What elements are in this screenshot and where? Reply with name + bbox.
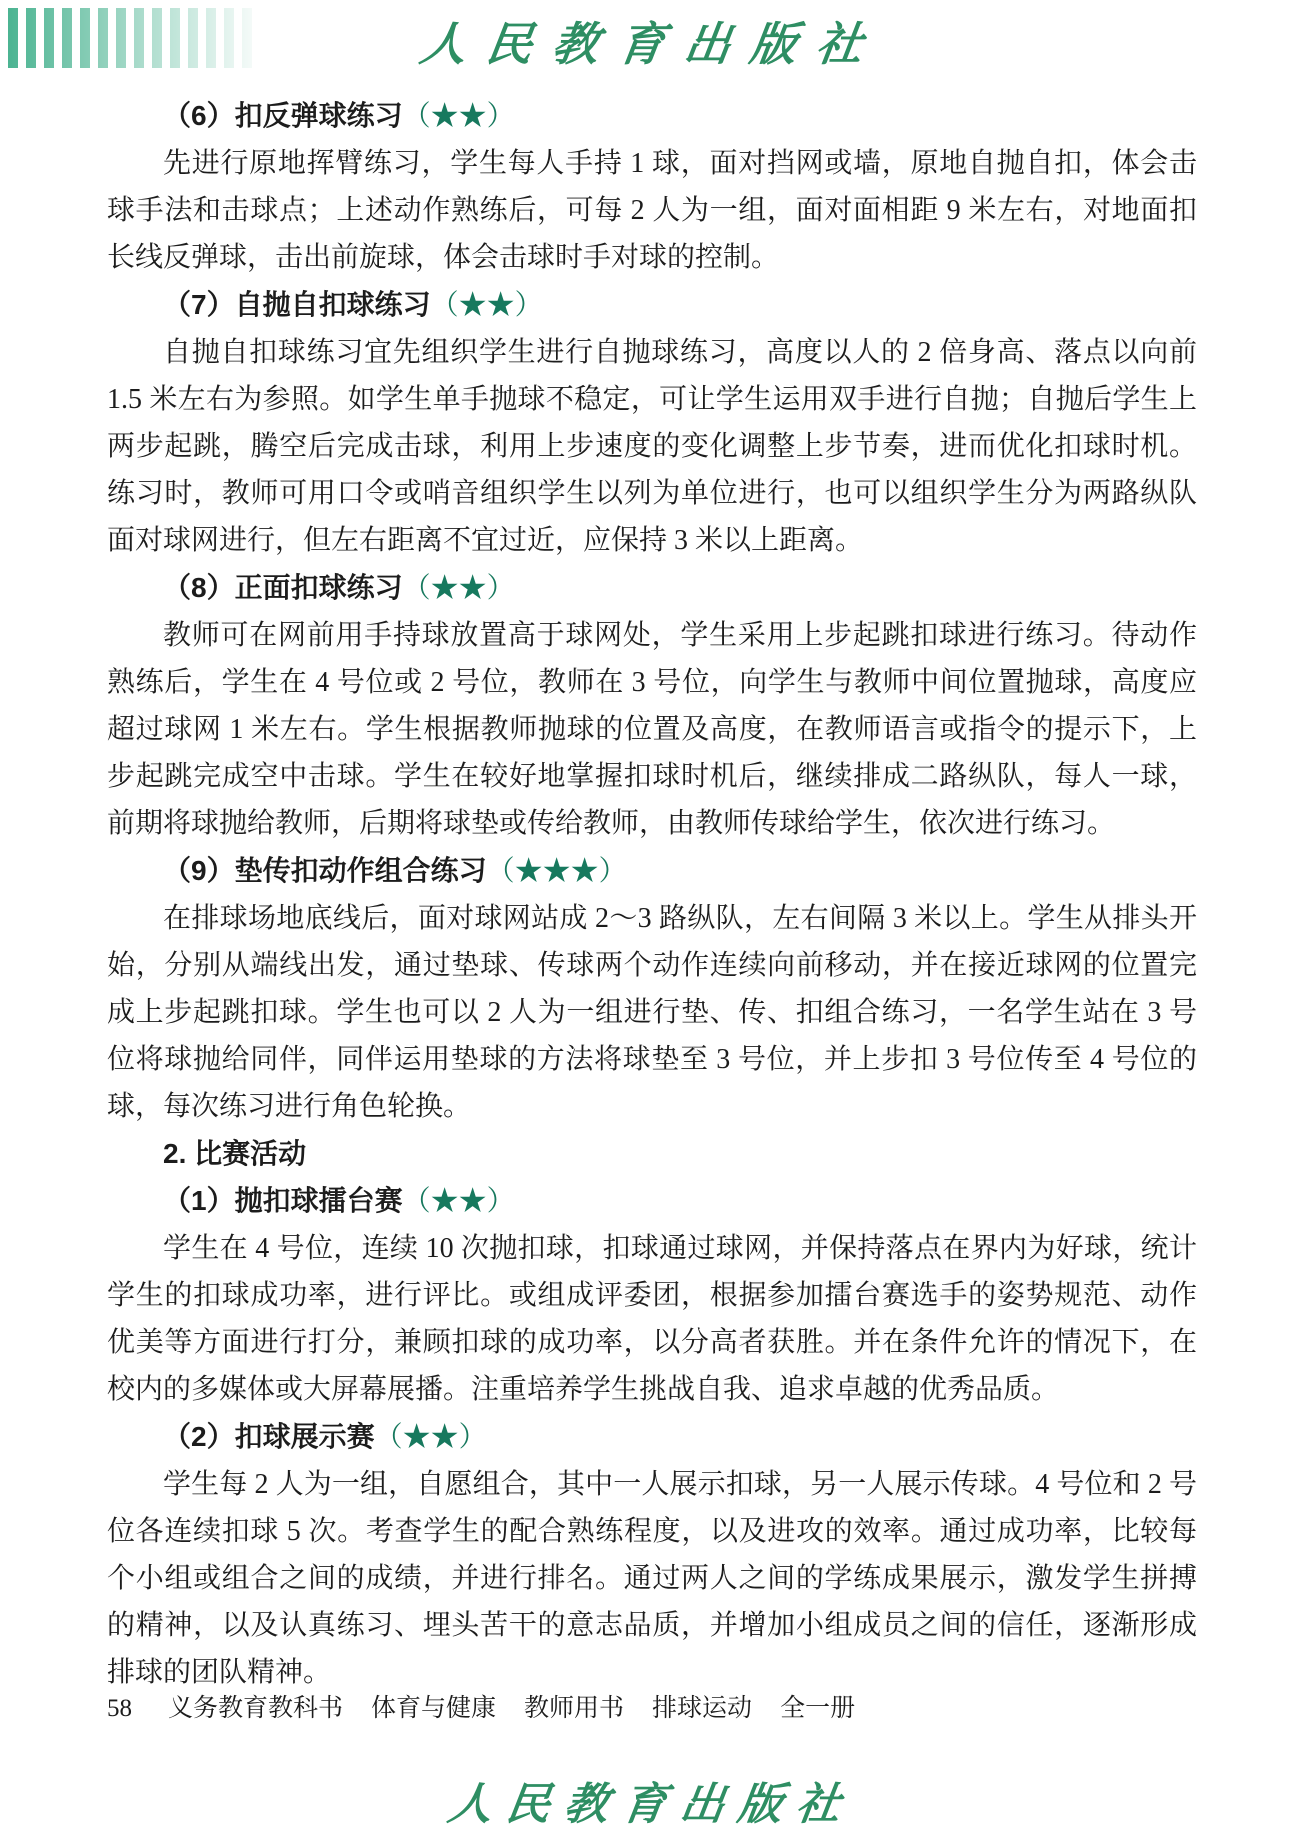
subheading-competition-activities: 2. 比赛活动 <box>163 1138 307 1169</box>
footer-volume: 全一册 <box>780 1695 856 1722</box>
section-heading-8-title: （8）正面扣球练习 <box>163 572 403 603</box>
page-number: 58 <box>107 1695 132 1722</box>
difficulty-stars: （★★） <box>402 101 515 132</box>
difficulty-stars: （★★） <box>402 573 515 604</box>
footer-series: 义务教育教科书 <box>168 1695 344 1722</box>
section-heading-6-title: （6）扣反弹球练习 <box>163 100 403 131</box>
competition-heading-1 <box>107 1177 1197 1225</box>
section-heading-8 <box>107 564 1197 612</box>
page-footer <box>107 1688 1197 1724</box>
section-paragraph-6: 先进行原地挥臂练习，学生每人手持 1 球，面对挡网或墙，原地自抛自扣，体会击球手法和击球点；上述动作熟练后，可每 2 人为一组，面对面相距 9 米左右，对地面扣长线反弹球，击出前旋球，体会击球时手对球的控制。 <box>107 148 1197 273</box>
section-paragraph-9: 在排球场地底线后，面对球网站成 2～3 路纵队，左右间隔 3 米以上。学生从排头开始，分别从端线出发，通过垫球、传球两个动作连续向前移动，并在接近球网的位置完成上步起跳扣球。学生也可以 2 人为一组进行垫、传、扣组合练习，一名学生站在 3 号位将球抛给同伴，同伴运用垫球的方法将球垫至 3 号位，并上步扣 3 号位传至 4 号位的球，每次练习进行角色轮换。 <box>107 903 1197 1122</box>
difficulty-stars: （★★★） <box>486 856 627 887</box>
footer-subject: 体育与健康 <box>371 1695 497 1722</box>
footer-topic: 排球运动 <box>652 1695 753 1722</box>
competition-paragraph-1: 学生在 4 号位，连续 10 次抛扣球，扣球通过球网，并保持落点在界内为好球，统计学生的扣球成功率，进行评比。或组成评委团，根据参加擂台赛选手的姿势规范、动作优美等方面进行打分，兼顾扣球的成功率，以分高者获胜。并在条件允许的情况下，在校内的多媒体或大屏幕展播。注重培养学生挑战自我、追求卓越的优秀品质。 <box>107 1233 1197 1405</box>
footer-book-type: 教师用书 <box>524 1695 625 1722</box>
publisher-logo-text: 人民教育出版社 <box>416 19 886 70</box>
section-heading-6 <box>107 92 1197 140</box>
difficulty-stars: （★★） <box>402 1186 515 1217</box>
competition-heading-1-title: （1）抛扣球擂台赛 <box>163 1185 403 1216</box>
difficulty-stars: （★★） <box>430 290 543 321</box>
section-paragraph-8: 教师可在网前用手持球放置高于球网处，学生采用上步起跳扣球进行练习。待动作熟练后，学生在 4 号位或 2 号位，教师在 3 号位，向学生与教师中间位置抛球，高度应超过球网 1 米左右。学生根据教师抛球的位置及高度，在教师语言或指令的提示下，上步起跳完成空中击球。学生在较好地掌握扣球时机后，继续排成二路纵队，每人一球，前期将球抛给教师，后期将球垫或传给教师，由教师传球给学生，依次进行练习。 <box>107 620 1197 839</box>
publisher-logo-top <box>0 8 1303 74</box>
section-heading-9-title: （9）垫传扣动作组合练习 <box>163 855 487 886</box>
competition-paragraph-2: 学生每 2 人为一组，自愿组合，其中一人展示扣球，另一人展示传球。4 号位和 2 号位各连续扣球 5 次。考查学生的配合熟练程度，以及进攻的效率。通过成功率，比较每个小组或组合之间的成绩，并进行排名。通过两人之间的学练成果展示，激发学生拼搏的精神，以及认真练习、埋头苦干的意志品质，并增加小组成员之间的信任，逐渐形成排球的团队精神。 <box>107 1469 1197 1688</box>
section-heading-7 <box>107 281 1197 329</box>
section-heading-7-title: （7）自抛自扣球练习 <box>163 289 431 320</box>
competition-heading-2 <box>107 1413 1197 1461</box>
section-heading-9 <box>107 847 1197 895</box>
page-body <box>107 92 1197 1696</box>
competition-heading-2-title: （2）扣球展示赛 <box>163 1421 375 1452</box>
publisher-logo-text: 人民教育出版社 <box>444 1780 858 1829</box>
difficulty-stars: （★★） <box>374 1422 487 1453</box>
publisher-logo-bottom <box>0 1768 1303 1832</box>
section-paragraph-7: 自抛自扣球练习宜先组织学生进行自抛球练习，高度以人的 2 倍身高、落点以向前 1.5 米左右为参照。如学生单手抛球不稳定，可让学生运用双手进行自抛；自抛后学生上两步起跳，腾空后完成击球，利用上步速度的变化调整上步节奏，进而优化扣球时机。练习时，教师可用口令或哨音组织学生以列为单位进行，也可以组织学生分为两路纵队面对球网进行，但左右距离不宜过近，应保持 3 米以上距离。 <box>107 337 1197 556</box>
